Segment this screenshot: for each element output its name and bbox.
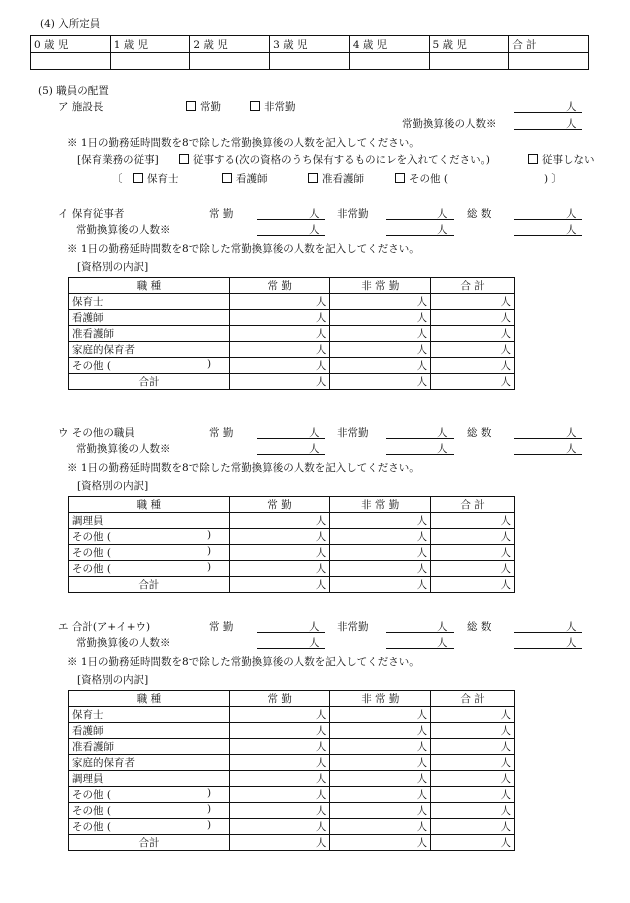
age-capacity-cell[interactable]	[349, 53, 429, 70]
conv-label: 常勤換算後の人数※	[76, 637, 171, 649]
row-type	[69, 310, 230, 326]
conv-label: 常勤換算後の人数※	[76, 443, 171, 455]
total-cell[interactable]: 人	[431, 326, 515, 342]
qual-nurse-checkbox[interactable]: 看護師	[222, 171, 268, 186]
unit-label: 人	[566, 224, 577, 236]
parttime-cell[interactable]: 人	[330, 342, 431, 358]
row-type	[69, 358, 230, 374]
e-qualification-table	[68, 690, 515, 851]
director-conv-label: 常勤換算後の人数※	[402, 118, 497, 130]
row-type-label: 准看護師	[72, 328, 114, 340]
unit-label: 人	[437, 208, 448, 220]
row-type-label: 准看護師	[72, 741, 114, 753]
fulltime-cell[interactable]: 人	[229, 310, 329, 326]
age-capacity-cell[interactable]	[190, 53, 270, 70]
paren-close: )	[207, 545, 212, 557]
table-row	[69, 358, 515, 374]
unit-label: 人	[566, 637, 577, 649]
age-header: 0 歳 児	[31, 36, 111, 53]
parttime-cell[interactable]: 人	[330, 545, 431, 561]
director-label: ア 施設長	[58, 101, 104, 113]
unit-label: 人	[566, 208, 577, 220]
total-cell[interactable]: 人	[431, 803, 515, 819]
fulltime-sum[interactable]: 人	[229, 577, 330, 593]
unit-label: 人	[566, 101, 577, 113]
checkbox-icon	[179, 154, 189, 164]
unit-label: 人	[437, 443, 448, 455]
fulltime-cell[interactable]: 人	[229, 787, 329, 803]
total-cell[interactable]: 人	[431, 819, 515, 835]
checkbox-icon	[395, 173, 405, 183]
row-type	[69, 787, 230, 803]
director-note: ※ 1日の勤務延時間数を8で除した常勤換算後の人数を記入してください。	[67, 137, 420, 149]
sum-row	[69, 374, 515, 390]
sum-row	[69, 835, 515, 851]
age-header: 合 計	[509, 36, 589, 53]
total-cell[interactable]: 人	[431, 294, 515, 310]
paren-close: )	[207, 358, 212, 370]
parttime-cell[interactable]: 人	[330, 739, 431, 755]
unit-label: 人	[437, 637, 448, 649]
row-type-label: 保育士	[72, 709, 104, 721]
total-cell[interactable]: 人	[431, 739, 515, 755]
parttime-cell[interactable]: 人	[330, 294, 431, 310]
table-row	[69, 513, 515, 529]
row-type-label: その他 (	[72, 547, 111, 559]
row-type	[69, 819, 230, 835]
breakdown-label: [資格別の内訳]	[77, 261, 149, 273]
section-5-title: (5) 職員の配置	[38, 85, 109, 97]
total-cell[interactable]: 人	[431, 310, 515, 326]
total-cell[interactable]: 人	[431, 545, 515, 561]
unit-label: 人	[437, 427, 448, 439]
row-type	[69, 739, 230, 755]
total-cell[interactable]: 人	[431, 342, 515, 358]
u-qualification-table	[68, 496, 515, 593]
bracket-open: 〔	[112, 173, 123, 185]
age-header: 2 歳 児	[190, 36, 270, 53]
age-capacity-cell[interactable]	[110, 53, 190, 70]
total-cell[interactable]: 人	[431, 723, 515, 739]
duty-label: [保育業務の従事]	[77, 154, 159, 166]
row-type	[69, 771, 230, 787]
parttime-cell[interactable]: 人	[330, 787, 431, 803]
th-fulltime: 常 勤	[229, 497, 330, 513]
checkbox-icon	[528, 154, 538, 164]
table-row	[69, 803, 515, 819]
section-4-title: (4) 入所定員	[40, 18, 101, 30]
row-type-label: その他 (	[72, 821, 111, 833]
row-type	[69, 513, 230, 529]
checkbox-icon	[308, 173, 318, 183]
conv-note: ※ 1日の勤務延時間数を8で除した常勤換算後の人数を記入してください。	[67, 656, 420, 668]
row-type-label: その他 (	[72, 789, 111, 801]
unit-label: 人	[309, 208, 320, 220]
row-type	[69, 529, 230, 545]
parttime-cell[interactable]: 人	[330, 723, 431, 739]
qual-other-checkbox[interactable]: その他 (	[395, 171, 448, 186]
total-sum[interactable]: 人	[431, 835, 515, 851]
checkbox-icon	[186, 101, 196, 111]
fulltime-cell[interactable]: 人	[229, 529, 330, 545]
unit-label: 人	[566, 427, 577, 439]
fulltime-label: 常 勤	[209, 427, 234, 439]
row-type-label: その他 (	[72, 360, 111, 372]
row-type	[69, 707, 230, 723]
total-label: 総 数	[467, 208, 492, 220]
parttime-sum[interactable]: 人	[330, 374, 431, 390]
table-row	[69, 739, 515, 755]
parttime-label: 非常勤	[337, 621, 369, 633]
fulltime-cell[interactable]: 人	[229, 755, 329, 771]
age-capacity-cell[interactable]	[31, 53, 111, 70]
unit-label: 人	[309, 637, 320, 649]
th-fulltime: 常 勤	[229, 278, 329, 294]
age-header: 3 歳 児	[270, 36, 350, 53]
row-type-label: 保育士	[72, 296, 104, 308]
paren-close: )	[207, 787, 212, 799]
i-section-label: イ 保育従事者	[58, 208, 125, 220]
table-row	[69, 755, 515, 771]
conv-note: ※ 1日の勤務延時間数を8で除した常勤換算後の人数を記入してください。	[67, 243, 420, 255]
fulltime-sum[interactable]: 人	[229, 374, 329, 390]
th-total: 合 計	[431, 278, 515, 294]
parttime-sum[interactable]: 人	[330, 577, 431, 593]
conv-label: 常勤換算後の人数※	[76, 224, 171, 236]
breakdown-label: [資格別の内訳]	[77, 674, 149, 686]
age-capacity-cell[interactable]	[429, 53, 509, 70]
unit-label: 人	[309, 621, 320, 633]
table-row	[69, 771, 515, 787]
total-cell[interactable]: 人	[431, 513, 515, 529]
row-type	[69, 803, 230, 819]
parttime-cell[interactable]: 人	[330, 707, 431, 723]
row-type-label: 調理員	[72, 515, 104, 527]
parttime-cell[interactable]: 人	[330, 771, 431, 787]
unit-label: 人	[566, 443, 577, 455]
row-type-label: 家庭的保育者	[72, 757, 135, 769]
fulltime-cell[interactable]: 人	[229, 342, 329, 358]
parttime-cell[interactable]: 人	[330, 819, 431, 835]
th-total: 合 計	[431, 691, 515, 707]
fulltime-cell[interactable]: 人	[229, 294, 329, 310]
fulltime-cell[interactable]: 人	[229, 739, 329, 755]
total-cell[interactable]: 人	[431, 771, 515, 787]
paren-close: )	[207, 803, 212, 815]
th-parttime: 非 常 勤	[330, 497, 431, 513]
total-label: 総 数	[467, 427, 492, 439]
table-row	[69, 545, 515, 561]
row-type	[69, 561, 230, 577]
table-row	[69, 787, 515, 803]
row-type-label: その他 (	[72, 563, 111, 575]
parttime-label: 非常勤	[337, 427, 369, 439]
parttime-cell[interactable]: 人	[330, 358, 431, 374]
conv-note: ※ 1日の勤務延時間数を8で除した常勤換算後の人数を記入してください。	[67, 462, 420, 474]
director-parttime-checkbox[interactable]: 非常勤	[250, 99, 296, 114]
duty-no-checkbox[interactable]: 従事しない	[528, 152, 595, 167]
capacity-table	[30, 35, 589, 70]
th-parttime: 非 常 勤	[330, 278, 431, 294]
total-cell[interactable]: 人	[431, 787, 515, 803]
unit-label: 人	[437, 224, 448, 236]
fulltime-cell[interactable]: 人	[229, 326, 329, 342]
paren-close: )	[207, 819, 212, 831]
fulltime-label: 常 勤	[209, 208, 234, 220]
fulltime-cell[interactable]: 人	[229, 545, 330, 561]
row-type	[69, 342, 230, 358]
duty-yes-checkbox[interactable]: 従事する(次の資格のうち保有するものにレを入れてください。)	[179, 152, 490, 167]
unit-label: 人	[309, 443, 320, 455]
row-type	[69, 723, 230, 739]
table-row	[69, 342, 515, 358]
unit-label: 人	[566, 118, 577, 130]
parttime-cell[interactable]: 人	[330, 513, 431, 529]
th-type: 職 種	[69, 278, 230, 294]
i-qualification-table	[68, 277, 515, 390]
row-type	[69, 545, 230, 561]
total-cell[interactable]: 人	[431, 529, 515, 545]
sum-label: 合計	[69, 835, 230, 851]
table-row	[69, 294, 515, 310]
age-capacity-cell[interactable]	[270, 53, 350, 70]
checkbox-icon	[133, 173, 143, 183]
age-header: 1 歳 児	[110, 36, 190, 53]
age-header: 4 歳 児	[349, 36, 429, 53]
sum-row	[69, 577, 515, 593]
row-type-label: 看護師	[72, 312, 104, 324]
unit-label: 人	[309, 224, 320, 236]
age-header: 5 歳 児	[429, 36, 509, 53]
fulltime-cell[interactable]: 人	[229, 771, 329, 787]
row-type-label: その他 (	[72, 805, 111, 817]
parttime-cell[interactable]: 人	[330, 755, 431, 771]
paren-close: )	[207, 561, 212, 573]
sum-label: 合計	[69, 374, 230, 390]
total-cell[interactable]: 人	[431, 561, 515, 577]
breakdown-label: [資格別の内訳]	[77, 480, 149, 492]
parttime-label: 非常勤	[337, 208, 369, 220]
age-capacity-cell[interactable]	[509, 53, 589, 70]
sum-label: 合計	[69, 577, 230, 593]
qual-hoikushi-checkbox[interactable]: 保育士	[133, 171, 179, 186]
bracket-close: ) 〕	[544, 173, 562, 185]
fulltime-cell[interactable]: 人	[229, 819, 329, 835]
fulltime-cell[interactable]: 人	[229, 707, 329, 723]
fulltime-cell[interactable]: 人	[229, 513, 330, 529]
total-sum[interactable]: 人	[431, 577, 515, 593]
row-type	[69, 326, 230, 342]
row-type-label: その他 (	[72, 531, 111, 543]
fulltime-cell[interactable]: 人	[229, 561, 330, 577]
total-cell[interactable]: 人	[431, 358, 515, 374]
unit-label: 人	[437, 621, 448, 633]
fulltime-cell[interactable]: 人	[229, 723, 329, 739]
row-type-label: 看護師	[72, 725, 104, 737]
paren-close: )	[207, 529, 212, 541]
row-type-label: 家庭的保育者	[72, 344, 135, 356]
parttime-cell[interactable]: 人	[330, 561, 431, 577]
parttime-cell[interactable]: 人	[330, 529, 431, 545]
unit-label: 人	[566, 621, 577, 633]
th-total: 合 計	[431, 497, 515, 513]
table-row	[69, 723, 515, 739]
table-row	[69, 819, 515, 835]
th-parttime: 非 常 勤	[330, 691, 431, 707]
th-type: 職 種	[69, 497, 230, 513]
parttime-sum[interactable]: 人	[330, 835, 431, 851]
row-type	[69, 294, 230, 310]
total-label: 総 数	[467, 621, 492, 633]
parttime-cell[interactable]: 人	[330, 803, 431, 819]
table-row	[69, 707, 515, 723]
e-section-label: エ 合計(ア+イ+ウ)	[58, 621, 151, 633]
th-type: 職 種	[69, 691, 230, 707]
u-section-label: ウ その他の職員	[58, 427, 135, 439]
th-fulltime: 常 勤	[229, 691, 329, 707]
table-row	[69, 310, 515, 326]
row-type	[69, 755, 230, 771]
director-fulltime-checkbox[interactable]: 常勤	[186, 99, 221, 114]
fulltime-sum[interactable]: 人	[229, 835, 329, 851]
table-row	[69, 561, 515, 577]
unit-label: 人	[309, 427, 320, 439]
table-row	[69, 326, 515, 342]
fulltime-label: 常 勤	[209, 621, 234, 633]
total-sum[interactable]: 人	[431, 374, 515, 390]
row-type-label: 調理員	[72, 773, 104, 785]
fulltime-cell[interactable]: 人	[229, 358, 329, 374]
checkbox-icon	[222, 173, 232, 183]
table-row	[69, 529, 515, 545]
total-cell[interactable]: 人	[431, 755, 515, 771]
qual-assoc-nurse-checkbox[interactable]: 准看護師	[308, 171, 364, 186]
checkbox-icon	[250, 101, 260, 111]
parttime-cell[interactable]: 人	[330, 326, 431, 342]
fulltime-cell[interactable]: 人	[229, 803, 329, 819]
total-cell[interactable]: 人	[431, 707, 515, 723]
parttime-cell[interactable]: 人	[330, 310, 431, 326]
